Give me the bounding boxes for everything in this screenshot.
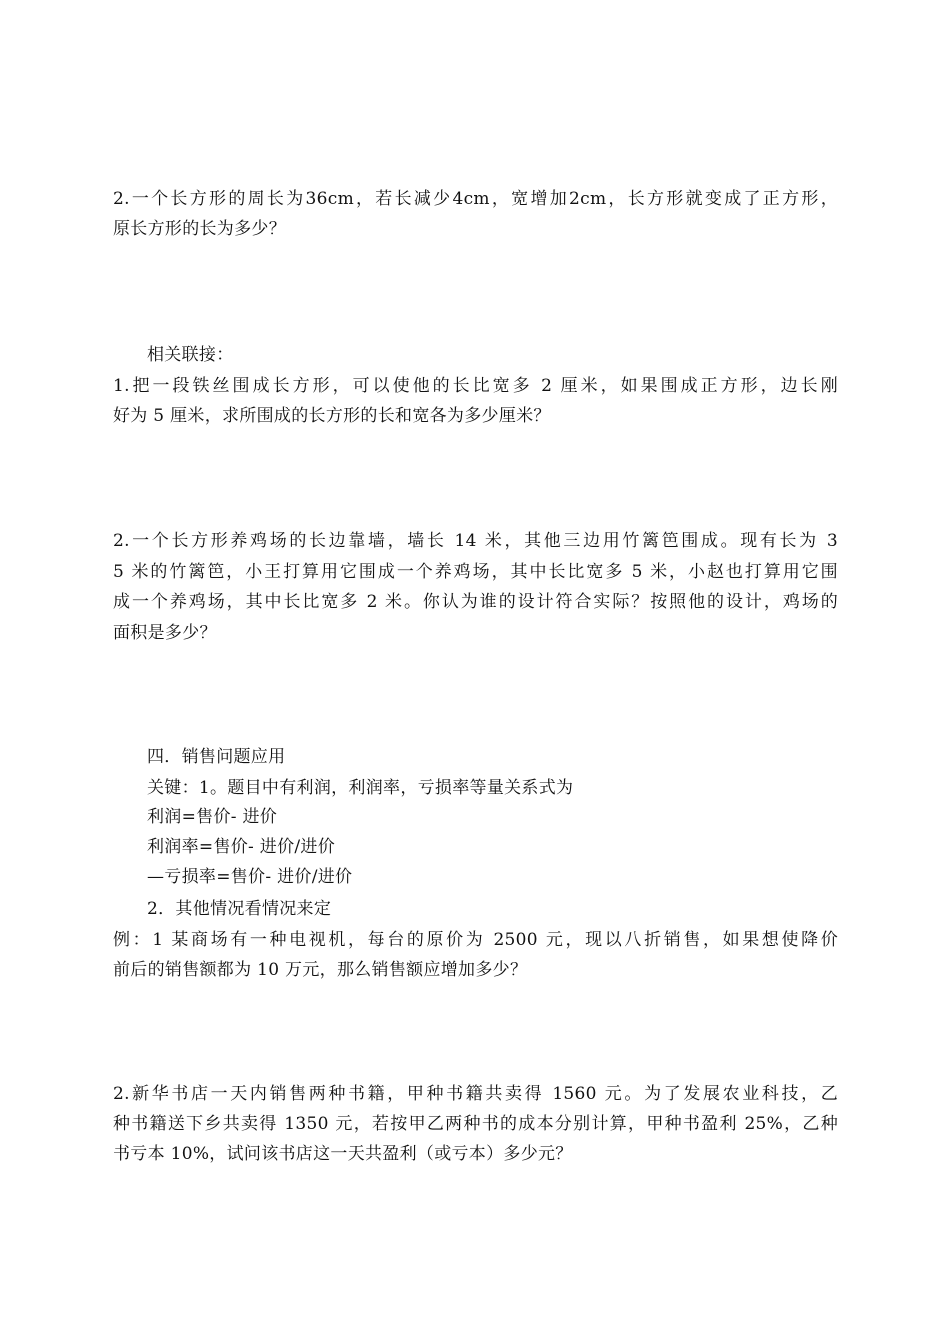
related-p1-line-2: 好为 5 厘米，求所围成的长方形的长和宽各为多少厘米？ — [113, 406, 551, 426]
formula-profit: 利润=售价- 进价 — [147, 807, 278, 827]
formula-loss-rate: —亏损率=售价- 进价/进价 — [147, 867, 353, 887]
related-p2-line-1: 2.一个长方形养鸡场的长边靠墙，墙长 14 米，其他三边用竹篱笆围成。现有长为 3 — [113, 531, 838, 551]
related-p2-line-4: 面积是多少？ — [113, 623, 217, 643]
example2-line-2: 种书籍送下乡共卖得 1350 元，若按甲乙两种书的成本分别计算，甲种书盈利 25%，乙种 — [113, 1114, 838, 1134]
example2-line-3: 书亏本 10%，试问该书店这一天共盈利（或亏本）多少元？ — [113, 1144, 573, 1164]
q2-line-2: 原长方形的长为多少？ — [113, 219, 286, 239]
example2-line-1: 2.新华书店一天内销售两种书籍，甲种书籍共卖得 1560 元。为了发展农业科技，乙 — [113, 1084, 838, 1104]
related-p2-line-3: 成一个养鸡场，其中长比宽多 2 米。你认为谁的设计符合实际？按照他的设计，鸡场的 — [113, 592, 838, 612]
example1-line-1: 例：1 某商场有一种电视机，每台的原价为 2500 元，现以八折销售，如果想使降价 — [113, 930, 838, 950]
related-heading: 相关联接： — [147, 345, 234, 365]
section4-heading: 四．销售问题应用 — [147, 747, 286, 767]
q2-line-1: 2.一个长方形的周长为36cm，若长减少4cm，宽增加2cm，长方形就变成了正方形， — [113, 189, 838, 209]
section4-key: 关键：1。题目中有利润，利润率，亏损率等量关系式为 — [147, 778, 574, 798]
example1-line-2: 前后的销售额都为 10 万元，那么销售额应增加多少？ — [113, 960, 528, 980]
section4-item-2: 2．其他情况看情况来定 — [147, 899, 332, 919]
related-p1-line-1: 1.把一段铁丝围成长方形，可以使他的长比宽多 2 厘米，如果围成正方形，边长刚 — [113, 376, 838, 396]
related-p2-line-2: 5 米的竹篱笆，小王打算用它围成一个养鸡场，其中长比宽多 5 米，小赵也打算用它围 — [113, 562, 838, 582]
formula-profit-rate: 利润率=售价- 进价/进价 — [147, 837, 336, 857]
